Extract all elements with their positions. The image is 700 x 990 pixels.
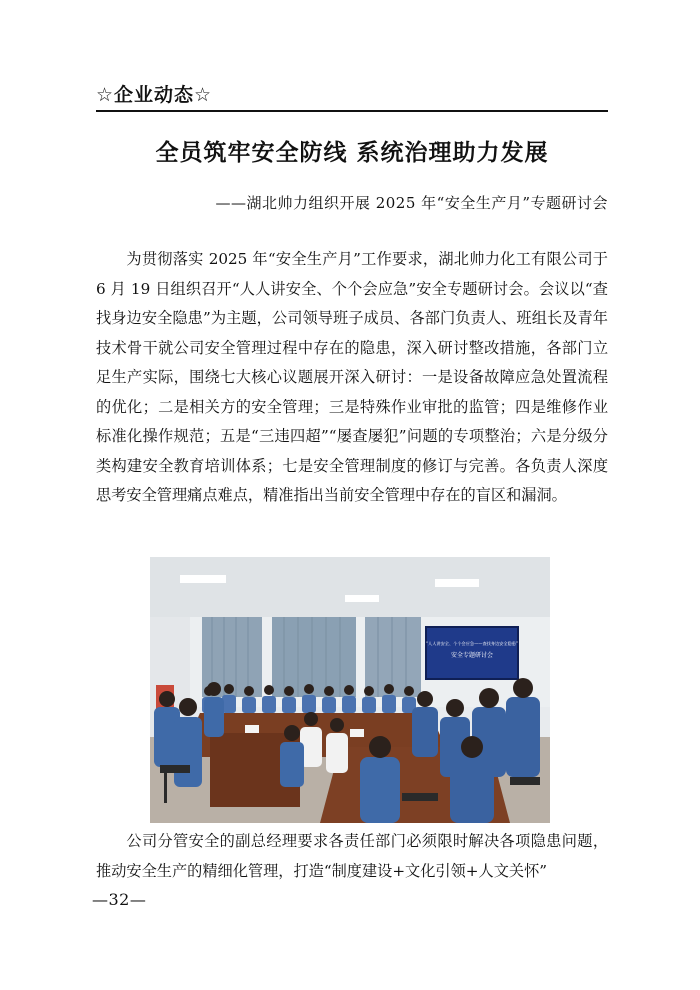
- article-paragraph: 为贯彻落实 2025 年“安全生产月”工作要求，湖北帅力化工有限公司于 6 月 19 日组织召开“人人讲安全、个个会应急”安全专题研讨会。会议以“查找身边安全隐患”为主题，公司领导班子成员、各部门负责人、班组长及青年技术骨干就公司安全管理过程中存在的隐患，深入研讨整改措施，各部门立足生产实际，围绕七大核心议题展开深入研讨：一是设备故障应急处置流程的优化；二是相关方的安全管理；三是特殊作业审批的监管；四是维修作业标准化操作规范；五是“三违四超”“屡查屡犯”问题的专项整治；六是分级分类构建安全教育培训体系；七是安全管理制度的修订与完善。各负责人深度思考安全管理痛点难点，精准指出当前安全管理中存在的盲区和漏洞。: [96, 250, 608, 504]
- ceiling-light: [435, 579, 479, 587]
- meeting-photo: [150, 557, 550, 823]
- meeting-room-illustration: [150, 557, 550, 823]
- curtain: [365, 617, 421, 697]
- article-paragraph: 公司分管安全的副总经理要求各责任部门必须限时解决各项隐患问题，推动安全生产的精细化管理，打造“制度建设+文化引领+人文关怀”: [96, 832, 608, 880]
- page-number: —32—: [92, 890, 147, 909]
- ceiling-light: [180, 575, 226, 583]
- ceiling-light: [345, 595, 379, 602]
- section-header: ☆企业动态☆: [96, 84, 213, 106]
- screen-subheading: 安全专题研讨会: [450, 652, 494, 659]
- header-divider: [96, 110, 608, 112]
- article-subtitle: ——湖北帅力组织开展 2025 年“安全生产月”专题研讨会: [215, 194, 608, 212]
- curtain: [272, 617, 356, 697]
- screen-heading: “人人讲安全、个个会应急——查找身边安全隐患”: [425, 641, 519, 646]
- article-title: 全员筑牢安全防线 系统治理助力发展: [155, 139, 549, 166]
